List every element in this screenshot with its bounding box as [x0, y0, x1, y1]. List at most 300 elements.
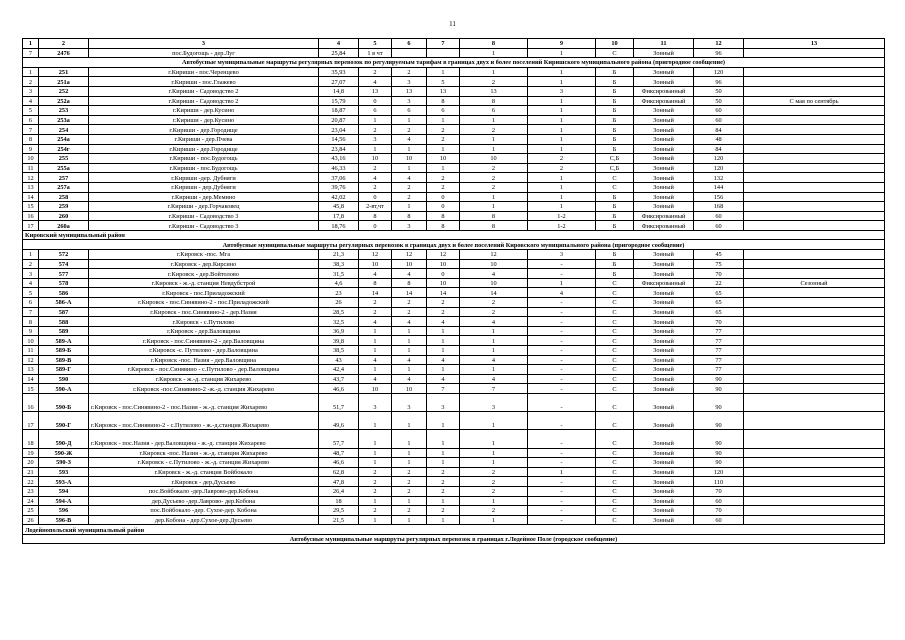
cell-c13	[744, 288, 885, 298]
cell-c9: -	[528, 486, 596, 496]
cell-c5: 2	[359, 307, 392, 317]
cell-c6: 1	[392, 496, 427, 506]
cell-dist: 37,06	[319, 173, 359, 183]
cell-c8: 10	[460, 278, 528, 288]
header-cell-3: 3	[89, 39, 319, 49]
cell-c11: Зонный	[634, 67, 694, 77]
cell-c12: 60	[694, 515, 744, 525]
header-cell-13: 13	[744, 39, 885, 49]
cell-c5: 1	[359, 515, 392, 525]
cell-c12: 90	[694, 384, 744, 394]
routes-table-body	[23, 39, 885, 544]
cell-c10: С	[596, 384, 634, 394]
cell-c13	[744, 298, 885, 308]
cell-c11: Зонный	[634, 182, 694, 192]
cell-c10: Б	[596, 192, 634, 202]
cell-c5: 2	[359, 486, 392, 496]
cell-c9: -	[528, 259, 596, 269]
cell-route: пос.Войбокало -дер.Лаврово-дер.Кобона	[89, 486, 319, 496]
cell-c9: -	[528, 307, 596, 317]
cell-c12: 90	[694, 448, 744, 458]
cell-c12: 60	[694, 106, 744, 116]
cell-c12: 22	[694, 278, 744, 288]
cell-c11: Зонный	[634, 298, 694, 308]
district-title	[23, 230, 885, 240]
cell-c8: 4	[460, 374, 528, 384]
cell-n: 12	[23, 355, 39, 365]
cell-c12: 120	[694, 163, 744, 173]
cell-c5: 2	[359, 182, 392, 192]
cell-code: 572	[39, 250, 89, 260]
cell-n: 19	[23, 448, 39, 458]
cell-route: г.Кировск - пос.Приладожский	[89, 288, 319, 298]
cell-code: 255	[39, 154, 89, 164]
cell-c12: 65	[694, 288, 744, 298]
cell-n: 7	[23, 125, 39, 135]
cell-c10: С	[596, 317, 634, 327]
cell-c6: 1	[392, 346, 427, 356]
cell-c11: Зонный	[634, 144, 694, 154]
cell-c12: 60	[694, 496, 744, 506]
cell-n: 14	[23, 374, 39, 384]
cell-c8: 2	[460, 182, 528, 192]
cell-c13	[744, 173, 885, 183]
district-title-text: Лодейнопольский муниципальный район	[23, 525, 885, 535]
cell-c6: 8	[392, 278, 427, 288]
cell-c7: 0	[427, 202, 460, 212]
cell-c5: 1	[359, 430, 392, 448]
cell-c5: 3	[359, 134, 392, 144]
cell-dist: 46,6	[319, 458, 359, 468]
cell-c6: 1	[392, 326, 427, 336]
cell-c11: Зонный	[634, 269, 694, 279]
cell-c9: 1-2	[528, 221, 596, 231]
table-row	[23, 307, 885, 317]
cell-dist: 15,79	[319, 96, 359, 106]
cell-code: 590-Д	[39, 430, 89, 448]
cell-c8: 1	[460, 202, 528, 212]
cell-n: 16	[23, 393, 39, 411]
cell-c12: 144	[694, 182, 744, 192]
cell-code: 590	[39, 374, 89, 384]
header-cell-12: 12	[694, 39, 744, 49]
cell-c11: Зонный	[634, 486, 694, 496]
cell-c12: 96	[694, 48, 744, 58]
section-title	[23, 240, 885, 250]
cell-c8: 2	[460, 307, 528, 317]
cell-c5: 10	[359, 259, 392, 269]
cell-c5: 2	[359, 477, 392, 487]
table-row	[23, 77, 885, 87]
cell-c10: С	[596, 355, 634, 365]
cell-c12: 77	[694, 355, 744, 365]
cell-c5: 1	[359, 412, 392, 430]
cell-c13	[744, 269, 885, 279]
cell-route: г.Кириши - Садоводство 2	[89, 96, 319, 106]
cell-n: 10	[23, 154, 39, 164]
cell-n: 11	[23, 163, 39, 173]
cell-c10: С,Б	[596, 154, 634, 164]
cell-route: г.Кириши - Садоводство 3	[89, 211, 319, 221]
cell-n: 5	[23, 106, 39, 116]
cell-n: 15	[23, 202, 39, 212]
cell-route: г.Кириши - пос.Будогощь	[89, 154, 319, 164]
cell-c13	[744, 259, 885, 269]
cell-c8: 4	[460, 355, 528, 365]
page-number: 11	[449, 20, 456, 28]
cell-c12: 50	[694, 86, 744, 96]
cell-c8: 2	[460, 477, 528, 487]
cell-c13	[744, 192, 885, 202]
cell-c5: 1	[359, 458, 392, 468]
table-row	[23, 317, 885, 327]
cell-c11: Зонный	[634, 477, 694, 487]
cell-c11: Зонный	[634, 374, 694, 384]
cell-c9: -	[528, 384, 596, 394]
cell-c6: 14	[392, 288, 427, 298]
section-title	[23, 58, 885, 68]
cell-c5: 1	[359, 346, 392, 356]
cell-n: 17	[23, 221, 39, 231]
cell-c5: 2	[359, 506, 392, 516]
cell-c6: 1	[392, 144, 427, 154]
header-cell-5: 5	[359, 39, 392, 49]
cell-c9: -	[528, 355, 596, 365]
cell-c10: С	[596, 506, 634, 516]
cell-n: 7	[23, 48, 39, 58]
cell-n: 12	[23, 173, 39, 183]
cell-code: 590-Ж	[39, 448, 89, 458]
cell-c12: 70	[694, 486, 744, 496]
cell-route: г.Кириши - пос.Будогощь	[89, 163, 319, 173]
cell-c6: 12	[392, 250, 427, 260]
cell-c13	[744, 307, 885, 317]
cell-c12: 156	[694, 192, 744, 202]
cell-code: 253а	[39, 115, 89, 125]
cell-c12: 84	[694, 125, 744, 135]
cell-n: 10	[23, 336, 39, 346]
table-row	[23, 182, 885, 192]
cell-c5: 4	[359, 173, 392, 183]
cell-c7: 5	[427, 77, 460, 87]
cell-c6: 1	[392, 458, 427, 468]
cell-code: 588	[39, 317, 89, 327]
cell-c9: 3	[528, 86, 596, 96]
cell-c8: 1	[460, 67, 528, 77]
table-row	[23, 448, 885, 458]
cell-c6: 1	[392, 430, 427, 448]
cell-c10: С	[596, 393, 634, 411]
cell-c5: 10	[359, 384, 392, 394]
cell-c7: 2	[427, 477, 460, 487]
cell-c10: С	[596, 182, 634, 192]
cell-c9: 1	[528, 182, 596, 192]
cell-c8: 7	[460, 384, 528, 394]
cell-c7: 8	[427, 96, 460, 106]
table-row	[23, 106, 885, 116]
cell-c9: 1	[528, 96, 596, 106]
cell-c9: -	[528, 365, 596, 375]
cell-c7: 13	[427, 86, 460, 96]
cell-c11: Зонный	[634, 307, 694, 317]
cell-c11: Зонный	[634, 250, 694, 260]
header-cell-6: 6	[392, 39, 427, 49]
cell-c6: 3	[392, 221, 427, 231]
cell-c5: 14	[359, 288, 392, 298]
cell-dist: 23,04	[319, 125, 359, 135]
cell-c10: С,Б	[596, 163, 634, 173]
cell-c13	[744, 365, 885, 375]
cell-n: 4	[23, 96, 39, 106]
cell-c8: 2	[460, 506, 528, 516]
cell-c8: 8	[460, 96, 528, 106]
cell-n: 1	[23, 67, 39, 77]
cell-c12: 90	[694, 412, 744, 430]
cell-dist: 46,6	[319, 384, 359, 394]
cell-c8: 1	[460, 448, 528, 458]
cell-c13	[744, 486, 885, 496]
cell-dist: 35,93	[319, 67, 359, 77]
cell-c10: С	[596, 448, 634, 458]
cell-c8: 8	[460, 211, 528, 221]
cell-n: 6	[23, 298, 39, 308]
cell-c9: -	[528, 515, 596, 525]
cell-c7: 7	[427, 384, 460, 394]
cell-c7: 1	[427, 326, 460, 336]
cell-route: г.Кировск -пос.Синявино-2 -ж.-д. станция Жихарево	[89, 384, 319, 394]
cell-c5: 6	[359, 106, 392, 116]
cell-c11: Зонный	[634, 355, 694, 365]
cell-c10: Б	[596, 144, 634, 154]
cell-c11: Зонный	[634, 430, 694, 448]
cell-code: 257	[39, 173, 89, 183]
cell-c7: 2	[427, 173, 460, 183]
cell-n: 2	[23, 77, 39, 87]
cell-c12: 70	[694, 269, 744, 279]
cell-c5: 2	[359, 67, 392, 77]
cell-c10: С	[596, 374, 634, 384]
cell-n: 1	[23, 250, 39, 260]
header-cell-10: 10	[596, 39, 634, 49]
cell-c12: 65	[694, 298, 744, 308]
cell-code: 589-Б	[39, 346, 89, 356]
cell-dist: 36,9	[319, 326, 359, 336]
cell-c12: 90	[694, 458, 744, 468]
cell-code: 590-Г	[39, 412, 89, 430]
cell-route: г.Кировск - пос.Синявино-2 - дер.Назия	[89, 307, 319, 317]
cell-code: 574	[39, 259, 89, 269]
cell-dist: 38,3	[319, 259, 359, 269]
cell-c13: С мая по сентябрь	[744, 96, 885, 106]
cell-c5: 1	[359, 115, 392, 125]
cell-dist: 21,5	[319, 515, 359, 525]
table-row	[23, 115, 885, 125]
cell-c5: 8	[359, 278, 392, 288]
cell-route: г.Кириши - пос.Черенцево	[89, 67, 319, 77]
cell-dist: 43	[319, 355, 359, 365]
cell-c6: 2	[392, 125, 427, 135]
cell-c11: Зонный	[634, 192, 694, 202]
cell-code: 257а	[39, 182, 89, 192]
cell-c13	[744, 496, 885, 506]
cell-c10: С	[596, 458, 634, 468]
cell-dist: 47,8	[319, 477, 359, 487]
cell-c9: -	[528, 430, 596, 448]
cell-dist: 31,5	[319, 269, 359, 279]
cell-c13	[744, 125, 885, 135]
cell-c13	[744, 467, 885, 477]
cell-c7: 1	[427, 163, 460, 173]
cell-c11: Зонный	[634, 202, 694, 212]
cell-c13	[744, 77, 885, 87]
cell-c12: 50	[694, 96, 744, 106]
cell-c11: Зонный	[634, 317, 694, 327]
cell-dist: 23,84	[319, 144, 359, 154]
table-row	[23, 430, 885, 448]
cell-c11: Зонный	[634, 496, 694, 506]
cell-c7: 8	[427, 211, 460, 221]
cell-c12: 90	[694, 393, 744, 411]
cell-c5: 8	[359, 211, 392, 221]
cell-route: г.Кировск - с.Путилово	[89, 317, 319, 327]
cell-dist: 17,8	[319, 211, 359, 221]
cell-c5: 1	[359, 336, 392, 346]
cell-c7: 3	[427, 393, 460, 411]
cell-route: дер.Дусьево -дер.Лаврово- дер.Кобона	[89, 496, 319, 506]
cell-c10: С	[596, 336, 634, 346]
cell-code: 254а	[39, 134, 89, 144]
cell-c11: Зонный	[634, 336, 694, 346]
cell-c7: 1	[427, 115, 460, 125]
cell-c9: -	[528, 458, 596, 468]
cell-c11: Зонный	[634, 365, 694, 375]
cell-c9: -	[528, 412, 596, 430]
cell-c10: Б	[596, 86, 634, 96]
cell-c5: 13	[359, 86, 392, 96]
cell-c11: Фиксированный	[634, 211, 694, 221]
cell-c8: 1	[460, 430, 528, 448]
cell-c8: 2	[460, 173, 528, 183]
table-row	[23, 125, 885, 135]
cell-c5: 12	[359, 250, 392, 260]
cell-c12: 77	[694, 326, 744, 336]
table-row	[23, 86, 885, 96]
cell-c8: 2	[460, 77, 528, 87]
cell-c9: 1-2	[528, 211, 596, 221]
cell-c10: С	[596, 346, 634, 356]
cell-c9: 1	[528, 106, 596, 116]
cell-route: г.Кириши - дер.Горчаковец	[89, 202, 319, 212]
cell-c6: 1	[392, 115, 427, 125]
table-row	[23, 48, 885, 58]
cell-route: г.Кировск -пос. Назия - ж.-д. станция Жихарево	[89, 448, 319, 458]
cell-c13	[744, 106, 885, 116]
cell-code: 258	[39, 192, 89, 202]
cell-c10: С	[596, 486, 634, 496]
cell-c7: 1	[427, 365, 460, 375]
cell-c7: 2	[427, 467, 460, 477]
cell-route: г.Кировск - ж.-д. станция Невдубстрой	[89, 278, 319, 288]
cell-c6: 3	[392, 77, 427, 87]
cell-c7: 8	[427, 221, 460, 231]
header-cell-9: 9	[528, 39, 596, 49]
cell-c9: 1	[528, 202, 596, 212]
cell-c7: 14	[427, 288, 460, 298]
cell-c11: Фиксированный	[634, 96, 694, 106]
table-row	[23, 374, 885, 384]
cell-code: 594-А	[39, 496, 89, 506]
cell-c7: 0	[427, 192, 460, 202]
cell-c10: Б	[596, 259, 634, 269]
cell-c11: Зонный	[634, 326, 694, 336]
cell-c8: 8	[460, 221, 528, 231]
cell-route: г.Кировск - пос.Синявино - с.Путилово - дер.Валовщина	[89, 365, 319, 375]
cell-c11: Зонный	[634, 346, 694, 356]
table-row	[23, 154, 885, 164]
cell-n: 4	[23, 278, 39, 288]
cell-c7: 1	[427, 448, 460, 458]
cell-c12: 120	[694, 467, 744, 477]
routes-table	[22, 38, 885, 544]
cell-route: г.Кировск -с. Путилово - дер.Валовщина	[89, 346, 319, 356]
cell-c9: -	[528, 393, 596, 411]
table-row	[23, 496, 885, 506]
cell-c12: 70	[694, 317, 744, 327]
cell-route: г.Кировск - с.Путилово - ж.-д. станция Жихарево	[89, 458, 319, 468]
cell-c12: 120	[694, 67, 744, 77]
cell-code: 590-А	[39, 384, 89, 394]
cell-route: г.Кириши - Садоводство 2	[89, 86, 319, 96]
cell-c13	[744, 86, 885, 96]
cell-c5: 0	[359, 192, 392, 202]
cell-c7: 2	[427, 182, 460, 192]
cell-c10: Б	[596, 202, 634, 212]
cell-c13	[744, 515, 885, 525]
cell-c11: Зонный	[634, 77, 694, 87]
cell-c12: 48	[694, 134, 744, 144]
cell-c9: 1	[528, 134, 596, 144]
cell-c9: -	[528, 298, 596, 308]
cell-c6: 1	[392, 336, 427, 346]
cell-c8: 1	[460, 496, 528, 506]
cell-c13	[744, 67, 885, 77]
cell-c11: Зонный	[634, 154, 694, 164]
cell-c8: 1	[460, 192, 528, 202]
cell-n: 5	[23, 288, 39, 298]
cell-c8: 1	[460, 515, 528, 525]
cell-c8: 10	[460, 259, 528, 269]
cell-code: 596-В	[39, 515, 89, 525]
cell-c7: 2	[427, 134, 460, 144]
cell-n: 18	[23, 430, 39, 448]
cell-n: 13	[23, 365, 39, 375]
cell-c5: 2-вт,чт	[359, 202, 392, 212]
cell-dist: 51,7	[319, 393, 359, 411]
cell-route: г.Кировск - дер.Кирсино	[89, 259, 319, 269]
cell-c12: 77	[694, 365, 744, 375]
cell-c8: 12	[460, 250, 528, 260]
cell-code: 255а	[39, 163, 89, 173]
cell-code: 594	[39, 486, 89, 496]
header-cell-7: 7	[427, 39, 460, 49]
cell-route: г.Кириши - Садоводство 3	[89, 221, 319, 231]
cell-c9: -	[528, 496, 596, 506]
cell-c5: 2	[359, 298, 392, 308]
cell-c8: 1	[460, 458, 528, 468]
cell-code: 589-В	[39, 355, 89, 365]
cell-n: 11	[23, 346, 39, 356]
cell-c6: 2	[392, 506, 427, 516]
